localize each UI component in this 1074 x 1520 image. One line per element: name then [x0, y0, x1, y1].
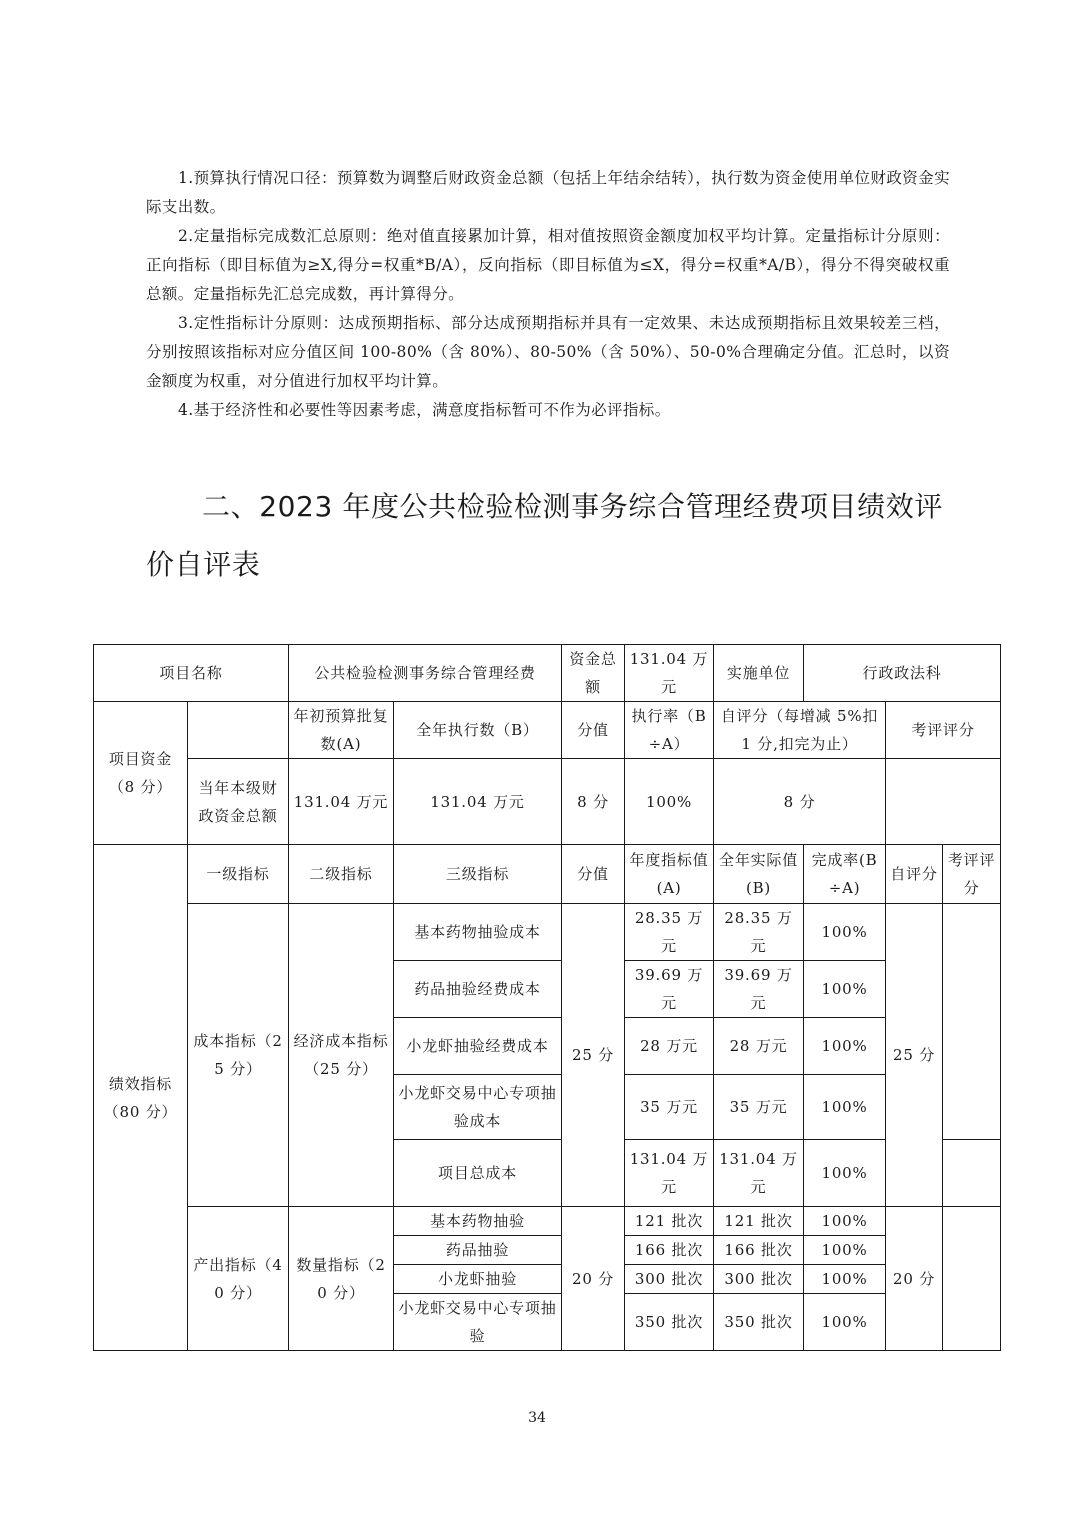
cost-item-actual: 131.04 万元 — [714, 1140, 804, 1207]
funds-self-score: 8 分 — [714, 759, 886, 845]
cost-item-rate: 100% — [804, 961, 886, 1018]
cost-item-target: 131.04 万元 — [625, 1140, 714, 1207]
perf-col-review: 考评评分 — [943, 845, 1001, 904]
note-3: 3.定性指标计分原则：达成预期指标、部分达成预期指标并具有一定效果、未达成预期指标且效果较差三档，分别按照该指标对应分值区间 100-80%（含 80%）、80-50%（含 50%）、50-0%合理确定分值。汇总时，以资金额度为权重，对分值进行加权平均计算。 — [146, 314, 950, 390]
output-review-score — [943, 1207, 1001, 1351]
cost-item-name: 项目总成本 — [394, 1140, 562, 1207]
funds-col-exec: 全年执行数（B） — [394, 702, 562, 759]
section-heading: 二、2023 年度公共检验检测事务综合管理经费项目绩效评价自评表 — [146, 490, 943, 581]
funds-score-value: 8 分 — [562, 759, 625, 845]
note-1: 1.预算执行情况口径：预算数为调整后财政资金总额（包括上年结余结转），执行数为资金使用单位财政资金实际支出数。 — [146, 169, 950, 216]
cost-self-score: 25 分 — [886, 904, 943, 1207]
perf-col-level2: 二级指标 — [289, 845, 394, 904]
evaluation-notes — [146, 164, 950, 425]
blank-cell — [188, 702, 289, 759]
output-item-name: 小龙虾交易中心专项抽验 — [394, 1294, 562, 1351]
output-item-target: 300 批次 — [625, 1265, 714, 1294]
cost-item-rate: 100% — [804, 904, 886, 961]
perf-col-score: 分值 — [562, 845, 625, 904]
cost-item-name: 小龙虾抽验经费成本 — [394, 1018, 562, 1075]
funds-col-rate: 执行率（B÷A） — [625, 702, 714, 759]
economic-cost-indicator-label: 经济成本指标 （25 分） — [289, 904, 394, 1207]
perf-col-level3: 三级指标 — [394, 845, 562, 904]
funds-rate-value: 100% — [625, 759, 714, 845]
cost-item-target: 28 万元 — [625, 1018, 714, 1075]
output-self-score: 20 分 — [886, 1207, 943, 1351]
funds-exec-value: 131.04 万元 — [394, 759, 562, 845]
output-item-rate: 100% — [804, 1207, 886, 1236]
funds-col-review: 考评评分 — [886, 702, 1001, 759]
note-2: 2.定量指标完成数汇总原则：绝对值直接累加计算，相对值按照资金额度加权平均计算。定量指标计分原则：正向指标（即目标值为≥X,得分=权重*B/A），反向指标（即目标值为≤X，得分=权重*A/B），得分不得突破权重总额。定量指标先汇总完成数，再计算得分。 — [146, 227, 950, 303]
output-item-rate: 100% — [804, 1236, 886, 1265]
quantity-indicator-label: 数量指标（20 分） — [289, 1207, 394, 1351]
cost-item-actual: 28 万元 — [714, 1018, 804, 1075]
output-item-actual: 166 批次 — [714, 1236, 804, 1265]
cost-item-rate: 100% — [804, 1075, 886, 1140]
output-indicator-label: 产出指标（40 分） — [188, 1207, 289, 1351]
cost-item-name: 药品抽验经费成本 — [394, 961, 562, 1018]
funds-review-score — [886, 759, 1001, 845]
funds-col-score: 分值 — [562, 702, 625, 759]
cost-indicator-label: 成本指标（25 分） — [188, 904, 289, 1207]
page-number: 34 — [528, 1410, 546, 1426]
project-funds-label: 项目资金（8 分） — [94, 702, 188, 845]
cost-item-rate: 100% — [804, 1018, 886, 1075]
cost-score: 25 分 — [562, 904, 625, 1207]
implementing-unit-value: 行政政法科 — [804, 645, 1001, 702]
cost-item-name: 基本药物抽验成本 — [394, 904, 562, 961]
output-item-actual: 121 批次 — [714, 1207, 804, 1236]
perf-col-rate: 完成率(B÷A) — [804, 845, 886, 904]
cost-review-score — [943, 1140, 1001, 1207]
cost-item-target: 39.69 万元 — [625, 961, 714, 1018]
cost-review-score — [943, 904, 1001, 1140]
output-item-rate: 100% — [804, 1294, 886, 1351]
implementing-unit-label: 实施单位 — [714, 645, 804, 702]
perf-col-actual: 全年实际值(B) — [714, 845, 804, 904]
output-item-target: 350 批次 — [625, 1294, 714, 1351]
fund-total-label: 资金总额 — [562, 645, 625, 702]
funds-row-label: 当年本级财政资金总额 — [188, 759, 289, 845]
project-name-label: 项目名称 — [94, 645, 289, 702]
cost-item-actual: 39.69 万元 — [714, 961, 804, 1018]
cost-item-actual: 28.35 万元 — [714, 904, 804, 961]
fund-total-value: 131.04 万元 — [625, 645, 714, 702]
perf-col-self: 自评分 — [886, 845, 943, 904]
output-item-name: 药品抽验 — [394, 1236, 562, 1265]
cost-item-target: 28.35 万元 — [625, 904, 714, 961]
funds-col-budget: 年初预算批复数(A) — [289, 702, 394, 759]
self-evaluation-table — [93, 644, 1001, 1351]
output-item-rate: 100% — [804, 1265, 886, 1294]
output-item-actual: 350 批次 — [714, 1294, 804, 1351]
cost-item-rate: 100% — [804, 1140, 886, 1207]
output-item-actual: 300 批次 — [714, 1265, 804, 1294]
output-item-target: 166 批次 — [625, 1236, 714, 1265]
cost-item-target: 35 万元 — [625, 1075, 714, 1140]
performance-indicators-label: 绩效指标（80 分） — [94, 845, 188, 1351]
note-4: 4.基于经济性和必要性等因素考虑，满意度指标暂可不作为必评指标。 — [178, 401, 671, 419]
project-name-value: 公共检验检测事务综合管理经费 — [289, 645, 562, 702]
funds-col-self: 自评分（每增减 5%扣 1 分,扣完为止） — [714, 702, 886, 759]
funds-budget-value: 131.04 万元 — [289, 759, 394, 845]
output-item-target: 121 批次 — [625, 1207, 714, 1236]
cost-item-actual: 35 万元 — [714, 1075, 804, 1140]
output-item-name: 小龙虾抽验 — [394, 1265, 562, 1294]
cost-item-name: 小龙虾交易中心专项抽验成本 — [394, 1075, 562, 1140]
perf-col-level1: 一级指标 — [188, 845, 289, 904]
perf-col-target: 年度指标值(A) — [625, 845, 714, 904]
output-score: 20 分 — [562, 1207, 625, 1351]
output-item-name: 基本药物抽验 — [394, 1207, 562, 1236]
